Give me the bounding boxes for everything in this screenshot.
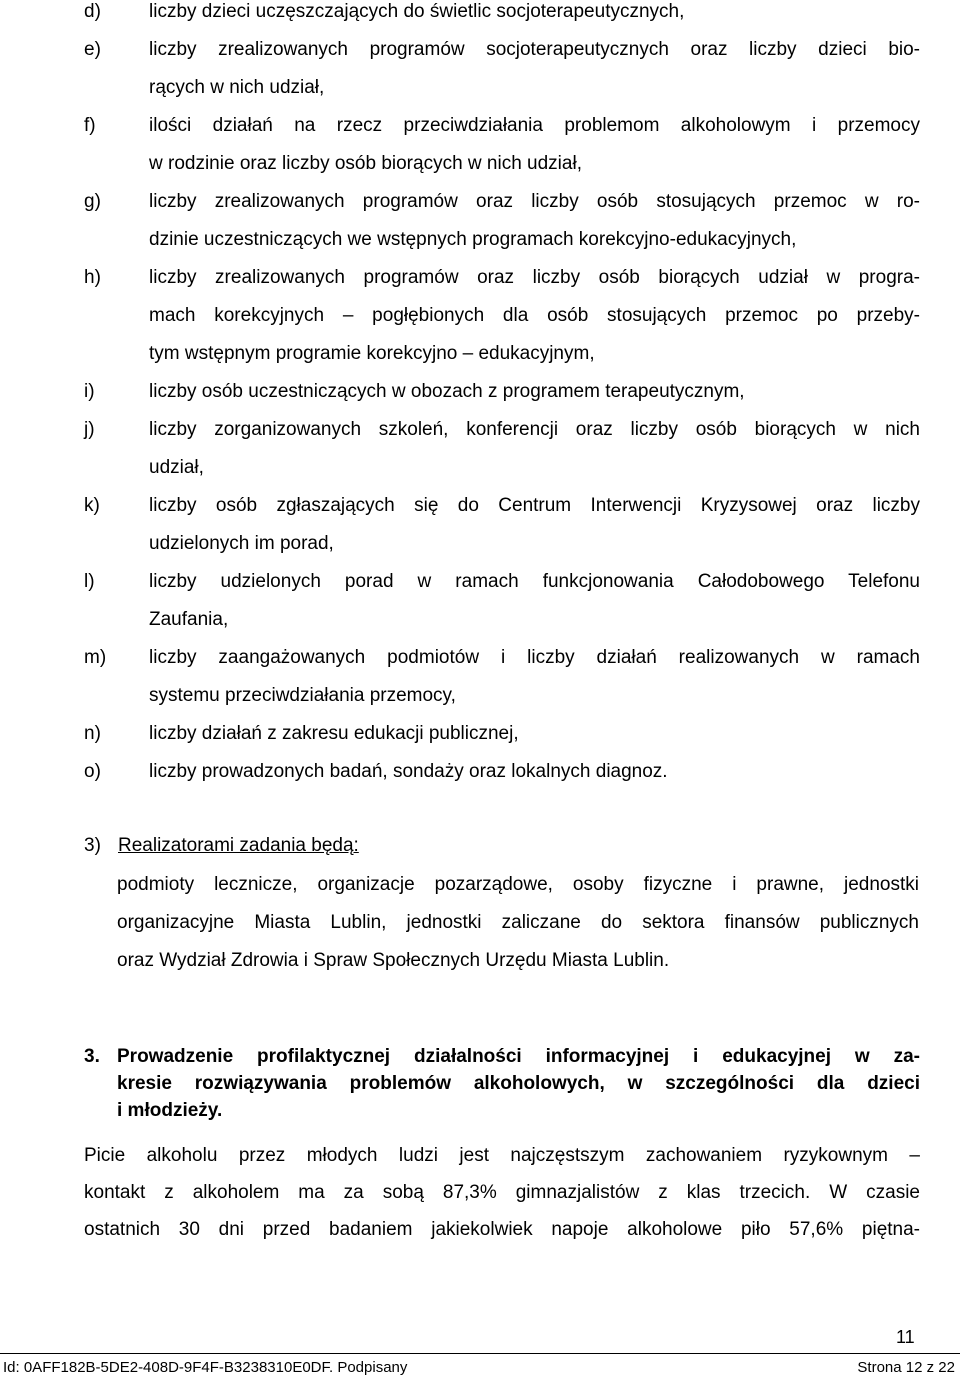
list-letter: e) — [84, 39, 101, 60]
list-letter: d) — [84, 1, 101, 22]
list-letter: f) — [84, 115, 96, 136]
list-letter: g) — [84, 191, 101, 212]
list-line: liczby udzielonych porad w ramach funkcjonowania Całodobowego Telefonu — [149, 571, 920, 592]
list-line: liczby dzieci uczęszczających do świetlic socjoterapeutycznych, — [149, 1, 685, 22]
list-line: liczby zrealizowanych programów socjoterapeutycznych oraz liczby dzieci bio- — [149, 39, 920, 60]
paragraph-line: Picie alkoholu przez młodych ludzi jest najczęstszym zachowaniem ryzykownym – — [84, 1145, 920, 1166]
heading-line: kresie rozwiązywania problemów alkoholowych, w szczególności dla dzieci — [117, 1073, 920, 1094]
section-line: podmioty lecznicze, organizacje pozarządowe, osoby fizyczne i prawne, jednostki — [117, 874, 919, 895]
heading-number: 3. — [84, 1046, 100, 1067]
list-line: liczby zorganizowanych szkoleń, konferencji oraz liczby osób biorących w nich — [149, 419, 920, 440]
list-line: rących w nich udział, — [149, 77, 325, 98]
list-line: udzielonych im porad, — [149, 533, 334, 554]
footer-divider — [0, 1353, 960, 1354]
list-line: ilości działań na rzecz przeciwdziałania problemom alkoholowym i przemocy — [149, 115, 920, 136]
footer-signature-id: Id: 0AFF182B-5DE2-408D-9F4F-B3238310E0DF. Podpisany — [3, 1359, 408, 1376]
heading-line: Prowadzenie profilaktycznej działalności informacyjnej i edukacyjnej w za- — [117, 1046, 920, 1067]
page-number: 11 — [896, 1327, 915, 1347]
list-line: liczby prowadzonych badań, sondaży oraz lokalnych diagnoz. — [149, 761, 668, 782]
paragraph-line: ostatnich 30 dni przed badaniem jakiekolwiek napoje alkoholowe piło 57,6% piętna- — [84, 1219, 920, 1240]
list-line: udział, — [149, 457, 204, 478]
list-letter: m) — [84, 647, 107, 668]
section-title: Realizatorami zadania będą: — [118, 835, 359, 856]
list-line: liczby działań z zakresu edukacji publicznej, — [149, 723, 519, 744]
list-line: liczby osób uczestniczących w obozach z programem terapeutycznym, — [149, 381, 745, 402]
list-letter: n) — [84, 723, 101, 744]
list-line: liczby zrealizowanych programów oraz liczby osób biorących udział w progra- — [149, 267, 920, 288]
footer-page-count: Strona 12 z 22 — [857, 1359, 955, 1376]
list-line: liczby osób zgłaszających się do Centrum Interwencji Kryzysowej oraz liczby — [149, 495, 920, 516]
list-line: dzinie uczestniczących we wstępnych programach korekcyjno-edukacyjnych, — [149, 229, 797, 250]
section-line: oraz Wydział Zdrowia i Spraw Społecznych Urzędu Miasta Lublin. — [117, 950, 670, 971]
list-letter: h) — [84, 267, 101, 288]
list-letter: j) — [84, 419, 95, 440]
list-letter: o) — [84, 761, 101, 782]
list-line: Zaufania, — [149, 609, 229, 630]
list-letter: k) — [84, 495, 100, 516]
list-line: mach korekcyjnych – pogłębionych dla osób stosujących przemoc po przeby- — [149, 305, 920, 326]
list-line: systemu przeciwdziałania przemocy, — [149, 685, 456, 706]
paragraph-line: kontakt z alkoholem ma za sobą 87,3% gimnazjalistów z klas trzecich. W czasie — [84, 1182, 920, 1203]
section-line: organizacyjne Miasta Lublin, jednostki zaliczane do sektora finansów publicznych — [117, 912, 919, 933]
list-line: liczby zaangażowanych podmiotów i liczby działań realizowanych w ramach — [149, 647, 920, 668]
heading-line: i młodzieży. — [117, 1100, 223, 1121]
list-line: w rodzinie oraz liczby osób biorących w nich udział, — [149, 153, 582, 174]
list-line: liczby zrealizowanych programów oraz liczby osób stosujących przemoc w ro- — [149, 191, 920, 212]
list-letter: l) — [84, 571, 95, 592]
section-number: 3) — [84, 835, 101, 856]
list-line: tym wstępnym programie korekcyjno – edukacyjnym, — [149, 343, 595, 364]
list-letter: i) — [84, 381, 95, 402]
